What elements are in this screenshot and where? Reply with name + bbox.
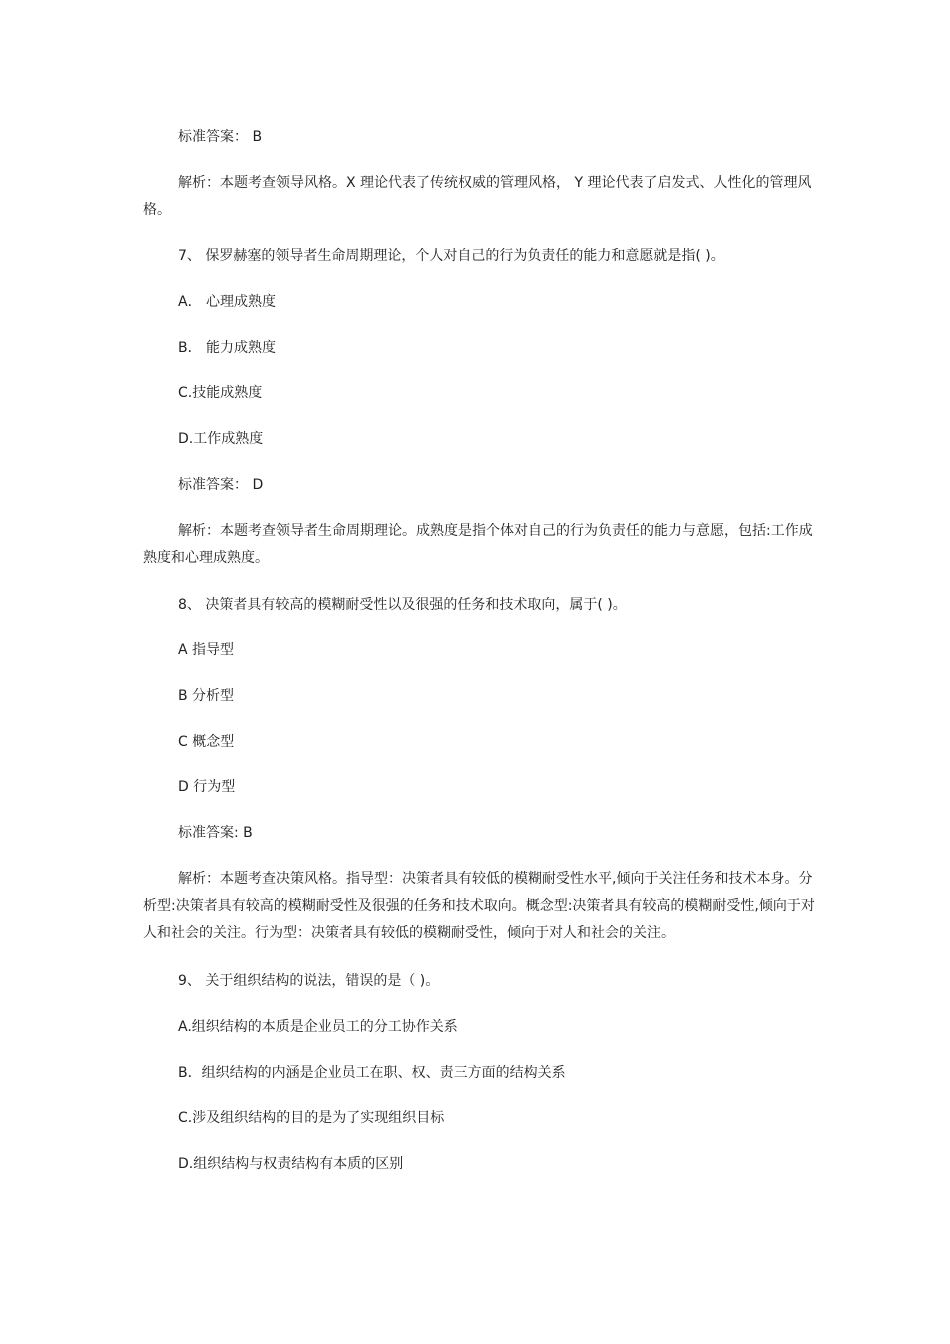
q9-question: 9、 关于组织结构的说法，错误的是（ )。: [178, 973, 440, 989]
q8-answer: 标准答案: B: [178, 825, 253, 841]
q9-option-d: D.组织结构与权责结构有本质的区别: [178, 1156, 404, 1172]
q8-option-c: C 概念型: [178, 734, 235, 750]
q8-option-b: B 分析型: [178, 688, 235, 704]
q9-option-b: B．组织结构的内涵是企业员工在职、权、责三方面的结构关系: [178, 1065, 566, 1081]
q7-analysis: 解析：本题考查领导者生命周期理论。成熟度是指个体对自己的行为负责任的能力与意愿，包括:工作成熟度和心理成熟度。: [143, 523, 813, 566]
q7-option-a: A． 心理成熟度: [178, 294, 277, 310]
q9-option-a: A.组织结构的本质是企业员工的分工协作关系: [178, 1019, 458, 1035]
q8-question: 8、 决策者具有较高的模糊耐受性以及很强的任务和技术取向，属于( )。: [178, 597, 627, 613]
q9-option-c: C.涉及组织结构的目的是为了实现组织目标: [178, 1110, 445, 1126]
q8-option-d: D 行为型: [178, 779, 236, 795]
q6-analysis: 解析：本题考查领导风格。X 理论代表了传统权威的管理风格， Y 理论代表了启发式、人性化的管理风格。: [143, 175, 812, 218]
q7-option-b: B． 能力成熟度: [178, 340, 277, 356]
q6-answer: 标准答案： B: [178, 129, 263, 145]
q7-question: 7、 保罗赫塞的领导者生命周期理论，个人对自己的行为负责任的能力和意愿就是指( )。: [178, 248, 725, 264]
q7-answer: 标准答案： D: [178, 477, 264, 493]
q7-option-d: D.工作成熟度: [178, 431, 264, 447]
q8-option-a: A 指导型: [178, 642, 235, 658]
q7-option-c: C.技能成熟度: [178, 385, 263, 401]
q8-analysis: 解析：本题考查决策风格。指导型：决策者具有较低的模糊耐受性水平,倾向于关注任务和技术本身。分析型:决策者具有较高的模糊耐受性及很强的任务和技术取向。概念型:决策者具有较高的模糊耐受性,倾向于对人和社会的关注。行为型：决策者具有较低的模糊耐受性，倾向于对人和社会的关注。: [143, 871, 815, 941]
